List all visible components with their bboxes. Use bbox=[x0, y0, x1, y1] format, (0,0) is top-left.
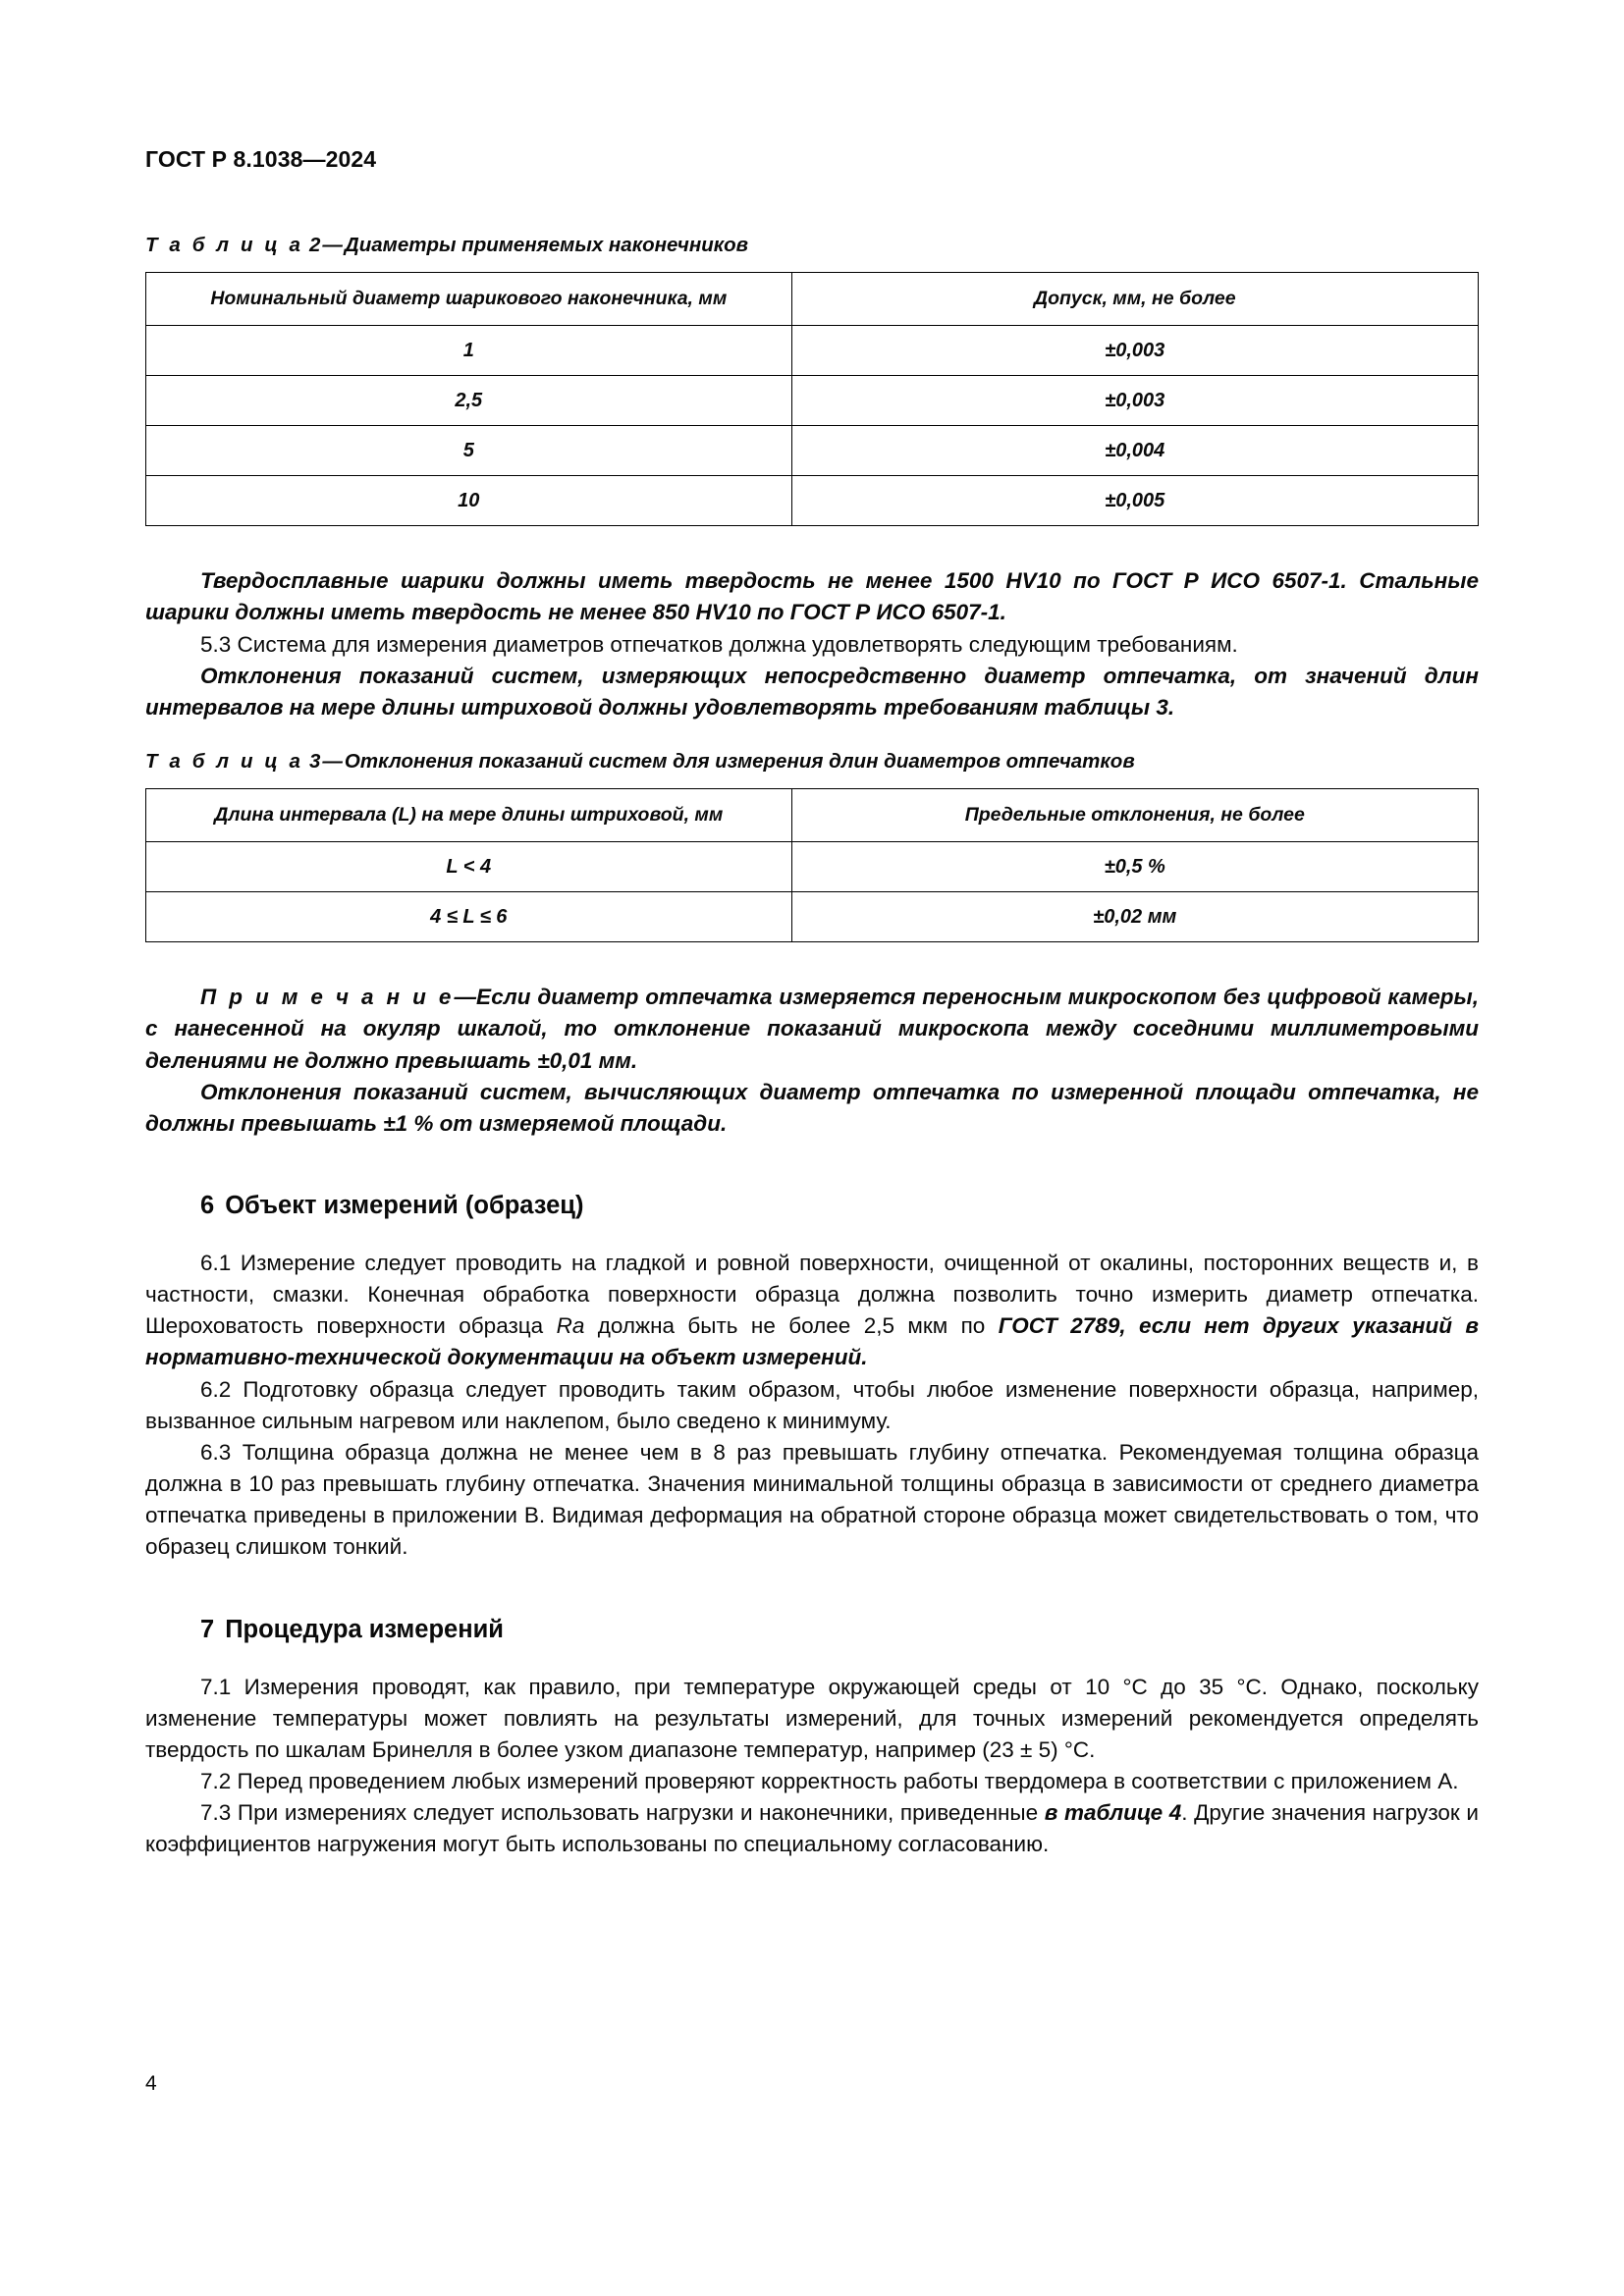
note-label: П р и м е ч а н и е bbox=[200, 985, 455, 1010]
page-content bbox=[145, 147, 1479, 1861]
table-row bbox=[146, 376, 1479, 426]
table2-cell-1-0: 2,5 bbox=[146, 376, 792, 426]
spacer bbox=[145, 1140, 1479, 1191]
table3-col-header-0: Длина интервала (L) на мере длины штриховой, мм bbox=[146, 788, 792, 841]
section-heading-6 bbox=[145, 1191, 1479, 1222]
table2-caption-label: Т а б л и ц а bbox=[145, 234, 304, 257]
paragraph-deviation-requirements: Отклонения показаний систем, измеряющих непосредственно диаметр отпечатка, от значений длин интервалов на мере длины штриховой должны удовлетворять требованиям таблицы 3. bbox=[145, 663, 1479, 720]
table3-cell-1-1: ±0,02 мм bbox=[791, 892, 1478, 942]
table3-col-header-1: Предельные отклонения, не более bbox=[791, 788, 1478, 841]
section-6-title: Объект измерений (образец) bbox=[225, 1192, 584, 1220]
table2-caption-dash: — bbox=[322, 234, 343, 257]
table-row bbox=[146, 426, 1479, 476]
table2-cell-1-1: ±0,003 bbox=[791, 376, 1478, 426]
paragraph-5-3: 5.3 Система для измерения диаметров отпечатков должна удовлетворять следующим требованиям. bbox=[200, 631, 1238, 657]
table2-cell-3-1: ±0,005 bbox=[791, 476, 1478, 526]
page-number: 4 bbox=[145, 2072, 157, 2095]
table2-cell-2-0: 5 bbox=[146, 426, 792, 476]
table2-col-header-1: Допуск, мм, не более bbox=[791, 272, 1478, 325]
table-deviations bbox=[145, 788, 1479, 942]
note-dash: — bbox=[454, 985, 476, 1010]
paragraph-7-2: 7.2 Перед проведением любых измерений проверяют корректность работы твердомера в соответствии с приложением А. bbox=[200, 1769, 1459, 1794]
spacer bbox=[145, 526, 1479, 565]
spacer bbox=[145, 942, 1479, 982]
section-7-number: 7 bbox=[200, 1615, 215, 1643]
paragraph-hardness-requirements: Твердосплавные шарики должны иметь твердость не менее 1500 HV10 по ГОСТ Р ИСО 6507-1. Стальные шарики должны иметь твердость не менее 850 HV10 по ГОСТ Р ИСО 6507-1. bbox=[145, 568, 1479, 625]
table-row bbox=[146, 892, 1479, 942]
table-row bbox=[146, 842, 1479, 892]
table3-caption-title: Отклонения показаний систем для измерения длин диаметров отпечатков bbox=[344, 750, 1135, 774]
paragraph-7-3-part2: . Другие значения нагрузок и коэффициентов нагружения могут быть использованы по специальному согласованию. bbox=[145, 1800, 1479, 1857]
roughness-symbol-ra: Ra bbox=[556, 1313, 585, 1339]
table2-cell-0-0: 1 bbox=[146, 326, 792, 376]
table3-cell-1-0: 4 ≤ L ≤ 6 bbox=[146, 892, 792, 942]
section-6-number: 6 bbox=[200, 1192, 215, 1220]
table3-cell-0-0: L < 4 bbox=[146, 842, 792, 892]
table3-cell-0-1: ±0,5 % bbox=[791, 842, 1478, 892]
paragraph-7-1: 7.1 Измерения проводят, как правило, при температуре окружающей среды от 10 °C до 35 °C. Однако, поскольку изменение температуры может повлиять на результаты измерений, для точных измерений рекомендуется определять твердость по шкалам Бринелля в более узком диапазоне температур, например (23 ± 5) °C. bbox=[145, 1674, 1479, 1762]
paragraph-6-1-part2: должна быть не более 2,5 мкм по bbox=[584, 1313, 999, 1339]
table2-col-header-0: Номинальный диаметр шарикового наконечника, мм bbox=[146, 272, 792, 325]
table2-header-row bbox=[146, 272, 1479, 325]
table2-caption bbox=[145, 233, 1479, 258]
table3-header-row bbox=[146, 788, 1479, 841]
table-row bbox=[146, 476, 1479, 526]
paragraph-6-1 bbox=[145, 1248, 1479, 1374]
table2-cell-2-1: ±0,004 bbox=[791, 426, 1478, 476]
table3-caption-number: 3 bbox=[309, 750, 321, 774]
table-diameters bbox=[145, 272, 1479, 526]
spacer bbox=[145, 1646, 1479, 1672]
paragraph-7-3-part1: 7.3 При измерениях следует использовать нагрузки и наконечники, приведенные bbox=[200, 1800, 1045, 1826]
table3-caption-dash: — bbox=[322, 750, 343, 774]
section-heading-7 bbox=[145, 1615, 1479, 1646]
note-text: Если диаметр отпечатка измеряется переносным микроскопом без цифровой камеры, с нанесенной на окуляр шкалой, то отклонение показаний микроскопа между соседними миллиметровыми делениями не должно превышать ±0,01 мм. bbox=[145, 985, 1479, 1073]
section-7-title: Процедура измерений bbox=[225, 1615, 504, 1643]
paragraph-6-1-emphasis: ГОСТ 2789, если нет других указаний в нормативно-технической документации на объект измерений. bbox=[145, 1313, 1479, 1370]
spacer bbox=[145, 723, 1479, 749]
table3-caption-label: Т а б л и ц а bbox=[145, 750, 304, 774]
table2-caption-number: 2 bbox=[309, 234, 321, 257]
table-row bbox=[146, 326, 1479, 376]
spacer bbox=[145, 1564, 1479, 1615]
paragraph-area-deviation: Отклонения показаний систем, вычисляющих диаметр отпечатка по измеренной площади отпечатка, не должны превышать ±1 % от измеряемой площади. bbox=[145, 1079, 1479, 1136]
table3-caption bbox=[145, 749, 1479, 774]
note-block bbox=[145, 982, 1479, 1077]
paragraph-6-3: 6.3 Толщина образца должна не менее чем в 8 раз превышать глубину отпечатка. Рекомендуемая толщина образца должна в 10 раз превышать глубину отпечатка. Значения минимальной толщины образца в зависимости от среднего диаметра отпечатка приведены в приложении В. Видимая деформация на обратной стороне образца может свидетельствовать о том, что образец слишком тонкий. bbox=[145, 1439, 1479, 1560]
paragraph-7-3 bbox=[145, 1797, 1479, 1860]
spacer bbox=[145, 1222, 1479, 1248]
table2-caption-title: Диаметры применяемых наконечников bbox=[344, 234, 749, 257]
table2-cell-0-1: ±0,003 bbox=[791, 326, 1478, 376]
table2-cell-3-0: 10 bbox=[146, 476, 792, 526]
running-header: ГОСТ Р 8.1038—2024 bbox=[145, 146, 377, 172]
paragraph-6-2: 6.2 Подготовку образца следует проводить таким образом, чтобы любое изменение поверхности образца, например, вызванное сильным нагревом или наклепом, было сведено к минимуму. bbox=[145, 1376, 1479, 1433]
paragraph-7-3-table-reference: в таблице 4 bbox=[1044, 1800, 1182, 1826]
paragraph-6-1-part1: 6.1 Измерение следует проводить на гладкой и ровной поверхности, очищенной от окалины, посторонних веществ и, в частности, смазки. Конечная обработка поверхности образца должна позволить точно измерить диаметр отпечатка. Шероховатость поверхности образца bbox=[145, 1250, 1479, 1339]
